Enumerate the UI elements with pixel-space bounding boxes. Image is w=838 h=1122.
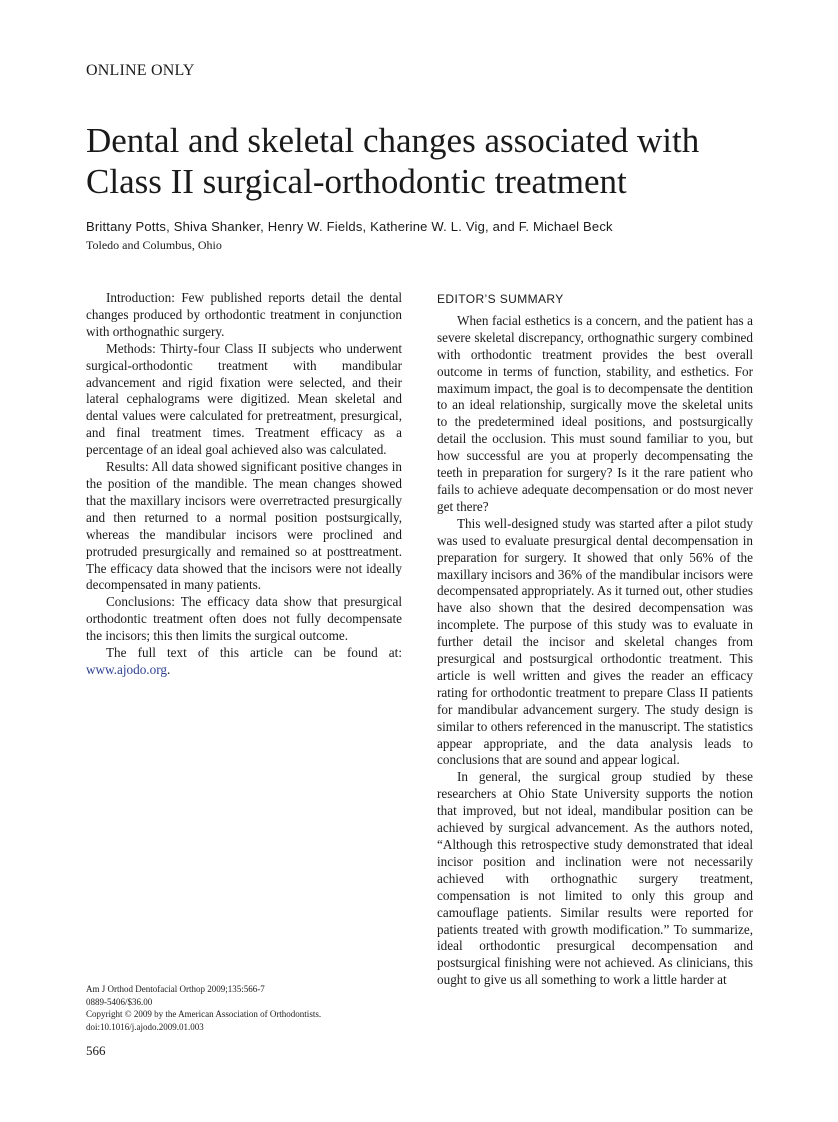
citation-block bbox=[86, 983, 386, 1033]
citation-journal: Am J Orthod Dentofacial Orthop 2009;135:566-7 bbox=[86, 984, 265, 994]
citation-issn: 0889-5406/$36.00 bbox=[86, 996, 153, 1007]
article-title bbox=[86, 120, 766, 202]
full-text-prefix: The full text of this article can be found at: bbox=[106, 645, 402, 661]
editors-summary-paragraph-3: In general, the surgical group studied by these researchers at Ohio State University supports the notion that improved, but not ideal, mandibular position can be achieved by surgical advancement. As the authors noted, “Although this retrospective study demonstrated that ideal incisor position and inclination were not necessarily achieved with orthognathic surgery treatment, compensation is not limited to only this group and camouflage patients. Similar results were reported for patients treated with growth modification.” To summarize, ideal orthodontic presurgical decompensation and postsurgical finishing were not achieved. As clinicians, this ought to give us all something to work a little harder at bbox=[437, 769, 753, 988]
abstract-conclusions: Conclusions: The efficacy data show that presurgical orthodontic treatment often does not fully decompensate the incisors; this then limits the surgical outcome. bbox=[86, 594, 402, 644]
citation-doi: doi:10.1016/j.ajodo.2009.01.003 bbox=[86, 1021, 204, 1032]
editors-summary-heading: EDITOR’S SUMMARY bbox=[437, 292, 564, 306]
full-text-note bbox=[86, 645, 402, 679]
abstract-results: Results: All data showed significant positive changes in the position of the mandible. The mean changes showed that the maxillary incisors were overretracted presurgically and then returned to a normal position postsurgically, whereas the mandibular incisors were proclined and protruded presurgically and remained so at posttreatment. The efficacy data showed that the incisors were not ideally decompensated in many patients. bbox=[86, 459, 402, 593]
citation-copyright: Copyright © 2009 by the American Association of Orthodontists. bbox=[86, 1009, 322, 1019]
title-line-1: Dental and skeletal changes associated with bbox=[86, 121, 700, 160]
section-label: ONLINE ONLY bbox=[86, 62, 195, 79]
full-text-link[interactable]: www.ajodo.org bbox=[86, 661, 167, 677]
full-text-suffix: . bbox=[166, 661, 171, 677]
abstract-methods: Methods: Thirty-four Class II subjects who underwent surgical-orthodontic treatment with mandibular advancement and rigid fixation were selected, and their lateral cephalograms were digitized. Mean skeletal and dental values were calculated for pretreatment, presurgical, and final treatment times. Treatment efficacy as a percentage of an ideal goal achieved also was calculated. bbox=[86, 340, 402, 458]
abstract-column bbox=[86, 290, 402, 679]
editors-summary-paragraph-2: This well-designed study was started after a pilot study was used to evaluate presurgical dental decompensation in preparation for surgery. It showed that only 56% of the maxillary incisors and 36% of the mandibular incisors were decompensated appropriately. As it turned out, other studies have also shown that the desired decompensation was incomplete. The purpose of this study was to evaluate in further detail the incisor and skeletal changes from presurgical and postsurgical orthodontic treatment. This article is well written and gives the reader an efficacy rating for orthodontic treatment to prepare Class II patients for mandibular advancement surgery. The study design is similar to others referenced in the manuscript. The statistics appear appropriate, and the data analysis leads to conclusions that are sound and appear logical. bbox=[437, 515, 753, 768]
editors-summary-column bbox=[437, 290, 753, 989]
title-line-2: Class II surgical-orthodontic treatment bbox=[86, 162, 627, 201]
page-number: 566 bbox=[86, 1043, 106, 1058]
abstract-introduction: Introduction: Few published reports detail the dental changes produced by orthodontic treatment in conjunction with orthognathic surgery. bbox=[86, 290, 402, 339]
author-list: Brittany Potts, Shiva Shanker, Henry W. Fields, Katherine W. L. Vig, and F. Michael Beck bbox=[86, 219, 613, 234]
editors-summary-paragraph-1: When facial esthetics is a concern, and the patient has a severe skeletal discrepancy, orthognathic surgery combined with orthodontic treatment provides the best overall outcome in terms of function, stability, and esthetics. For maximum impact, the goal is to decompensate the dentition to an ideal relationship, surgically move the skeletal units to the predetermined ideal positions, and postsurgically detail the occlusion. This must sound familiar to you, but how successful are you at properly decompensating the teeth in preparation for surgery? Is it the rare patient who fails to achieve adequate decompensation or do most never get there? bbox=[437, 312, 753, 514]
affiliation: Toledo and Columbus, Ohio bbox=[86, 238, 222, 252]
